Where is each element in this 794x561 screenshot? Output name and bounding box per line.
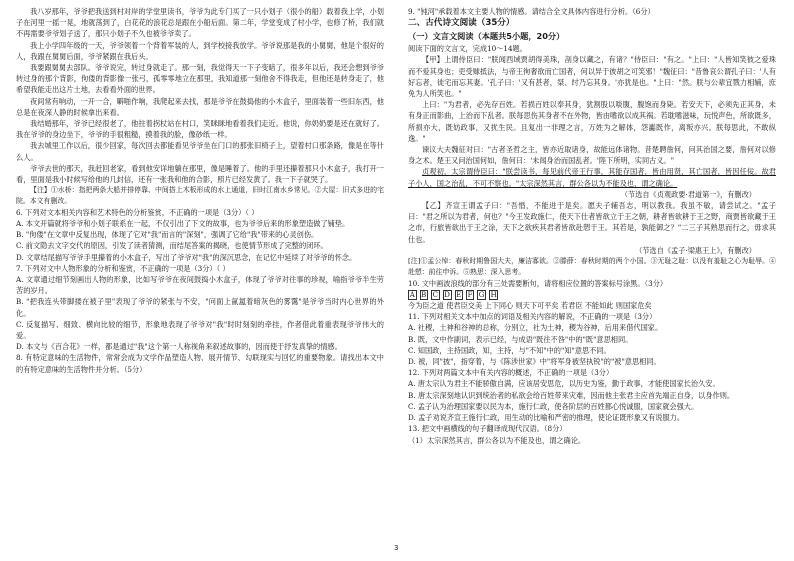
question-11: 11. 下列对相关文本中加点的词语及相关内容的解说，不正确的一项是（3分） [408,312,657,322]
answer-box-g[interactable]: G [478,290,485,299]
question-7-option-c: C. 反复描写、细致、横向比较的细节，形象地表现了爷爷对"我"时时刻刻的牵挂，作者借此着重表现爷爷伟大的爱。 [16,319,384,341]
question-6-option-d: D. 文章结尾描写爷爷手里攥着的小木盒子，写出了爷爷对"我"的深沉思念，在记忆中延续了对爷爷的怀念。 [16,252,357,262]
question-12-option-b: B. 唐太宗深刻地认识到统治者的私欲会给百姓带来灾难，因而他主张君主应首先端正自身，以身作则。 [408,390,735,400]
passage-b-source: （节选自《孟子·梁惠王上》，有删改） [635,245,756,255]
passage-a-paragraph-3: 谏议大夫魏征对曰："古者圣哲之主，皆亦近取诸身，故能远体诸物。昔楚聘詹何，问其治国之要，詹何对以修身之术。楚王又问治国何如，詹何曰：'未闻身治而国乱者。'陛下所明，实同古义。" [408,145,776,166]
question-6-option-a: A. 本文开篇就将爷爷和小划子联系在一起，不仅引出了下文的故事，也为爷爷后来的形象塑造做了铺垫。 [16,219,350,229]
question-10: 10. 文中画波浪线的部分有三处需要断句，请将相应位置的答案标号涂黑。（3分） [408,278,668,288]
question-6-option-c: C. 前文隐去文字交代的原因，引发了读者猜测，而结尾答案的揭晓，也使情节形成了完整的闭环。 [16,241,328,251]
left-column [16,6,384,546]
passage-b-note: [注]①孟公绰：春秋时期鲁国大夫，廉洁寡欲。②滕薛：春秋时期的两个小国。③无耻之耻：以没有羞耻之心为耻辱。④赴愬：前往申诉。⑤熟思：深入思考。 [408,257,776,276]
question-12-option-c: C. 孟子认为治理国家要以民为本，施行仁政，使各阶层的百姓都心悦诚服，国家就会强大。 [408,401,699,411]
question-13-item-1: （1）太宗深然其言，群公各以为不能及也，谓之确论。 [408,435,586,445]
question-12-option-a: A. 唐太宗认为君主不能骄傲自满，应该居安思危，以历史为鉴，勤于政事，才能使国家长治久安。 [408,379,720,389]
answer-box-h[interactable]: H [490,290,497,299]
passage-a-source: （节选自《贞观政要·君道第一》，有删改） [620,189,756,199]
question-6-option-b: B. "佝偻"在文章中反复出现，体现了它对"我"而言的"深刻"，强调了它给"我"带来的心灵创伤。 [16,230,319,240]
answer-box-d[interactable]: D [444,290,451,299]
story-footnote: 【注】①水桥：指把两条大船并排停靠、中间搭上木板形成的水上通道，旧时江南水乡常见。②大屋：旧式多进的宅院。本文有删改。 [16,186,384,206]
question-7-option-b: B. "把我连头带脚搂在被子里"表现了爷爷的紧张与不安，"问面上氤氲着暗灰色的雾霭"是爷爷当时内心世界的外化。 [16,297,384,318]
question-12: 12. 下列对两篇文本中有关内容的概述，不正确的一项是（3分） [408,368,614,378]
story-paragraph-4: 夜间常有响动，一开一合，噼啪作响，我爬起来去找，那是爷爷在鼓捣他的小木盒子，里面装着一些旧东西，他总是在夜深人静的时候拿出来看。 [16,96,384,117]
question-12-option-d: D. 孟子劝说齐宣王施行仁政，用生动的比喻和严密的推理，使论证既形象又有说服力。 [408,413,685,423]
section-heading-classical: 二、古代诗文阅读（35分） [408,18,515,29]
story-paragraph-2: 我上小学四年级的一天，爷爷领着一个背着军装的人，到学校接我放学。爷爷说那是我的小舅舅，他是个很好的人，我跟在舅舅后面，爷爷紧跟在我后头。 [16,40,384,61]
question-6: 6. 下列对文本相关内容和艺术特色的分析鉴赏，不正确的一项是（3分）（ ） [16,207,259,217]
question-11-option-c: C. 知国政，主持国政，知，主持，与"不知"中的"知"意思不同。 [408,345,611,355]
answer-box-c[interactable]: C [432,290,439,299]
right-column [408,6,776,546]
subsection-heading-wenyan: （一）文言文阅读（本题共5小题，20分） [408,31,565,42]
question-9: 9. "钝河"承载着本文主要人物的情感。请结合全文具体内容进行分析。（6分） [408,7,655,16]
story-paragraph-3: 我要跟舅舅去部队。爷爷说完，转过身就走了。那一刻，我觉得天一下子变暗了，很多年以后，我还会想到爷爷转过身的那个背影，佝偻的背影像一张弓，孤零零地立在那里，我知道那一刻他舍不得我走，但他还是转身走了，他希望我能走出这片土地，去看看外面的世界。 [16,63,384,95]
passage-a-paragraph-1: 【甲】上谓侍臣曰："朕闻西域贾胡得美珠，剖身以藏之，有诸？"侍臣曰："有之。"上曰："人皆知笑彼之爱珠而不爱其身也；吏受赇抵法，与帝王徇奢欲而亡国者，何以异于彼胡之可笑邪！"魏征曰："昔鲁哀公谓孔子曰：'人有好忘者，徙宅而忘其妻。'孔子曰：'又有甚者，桀、纣乃忘其身。'亦犹是也。"上曰："然。朕与公辈宜戮力相辅，庶免为人所笑也。" [408,55,776,99]
question-13: 13. 把文中画横线的句子翻译成现代汉语。（8分） [408,424,567,434]
story-paragraph-1: 我八岁那年，爷爷把我送到村对岸的学堂里读书，爷爷为此专门买了一只小划子（很小的船）载着我上学，小划子在河里一摇一晃，地就荡到了，白花花的浪花总是跟在小船后面。第二年，学堂变成了村小学，也修了桥，我们就不再需要爷爷划子送了，那只小划子不久也被爷爷卖了。 [16,7,384,39]
story-paragraph-5: 我结婚那年，爷爷已经很老了，他拄着拐杖站在村口，笑眯眯地看着我们走近。他说，你奶奶要是还在就好了。我在爷爷的身边坐下，爷爷的手很粗糙，摸着我的脸，像砂纸一样。 [16,119,384,140]
passage-a-paragraph-2: 上曰："为君者，必先存百姓。若损百姓以奉其身，犹割股以啖腹，腹饱而身毙。若安天下，必须先正其身，未有身正而影曲，上治而下乱者。朕每思伤其身者不在外物，皆由嗜欲以成其祸。若耽嗜滋味，玩悦声色，所欲既多，所损亦大，既妨政事，又扰生民。且复出一非理之言，万姓为之解体，怨讟既作，离叛亦兴。朕每思此，不敢纵逸。" [408,100,776,143]
question-10-text: 今为臣之道 使君臣交美 上下同心 则天下可平矣 若君臣 不能如此 则国家危矣 [408,301,652,311]
question-7-option-d: D. 本文与《百合花》一样，都是通过"我"这个第一人称视角来叙述故事的，因而使于抒发真挚的情感。 [16,342,342,352]
question-10-answer-boxes [408,289,776,300]
passage-b-paragraph: 【乙】齐宣王谓孟子曰："吾惛，不能进于是矣。愿夫子辅吾志，明以教我。我虽不敏，请尝试之。"孟子曰："君之所以为君者，何也？"今王发政施仁，使天下仕者皆欲立于王之朝，耕者皆欲耕于王之野，商贾皆欲藏于王之市，行旅皆欲出于王之涂，天下之欲疾其君者皆欲赴愬于王。其若是，孰能御之？"二三子其熟思而行之，毋求其仕也。 [408,201,776,244]
question-11-option-b: B. 既，文中作副词，表示已经，与成语"既往不咎"中的"既"意思相同。 [408,334,633,344]
answer-box-b[interactable]: B [421,290,427,299]
reading-instruction: 阅读下面的文言文，完成10～14题。 [408,44,527,54]
question-7: 7. 下列对文中人物形象的分析和鉴赏，不正确的一项是（3分）（ ） [16,263,230,273]
question-8: 8. 有特定意味的生活物件，常常会成为文学作品塑造人物、展开情节、勾联现实与回忆的重要物象。请找出本文中的有特定意味的生活物件并分析。（5分） [16,353,384,374]
answer-box-a[interactable]: A [409,290,416,299]
question-7-option-a: A. 文章通过细节刻画出人物的形象，比如写爷爷在夜间鼓捣小木盒子，体现了爷爷对往事的珍视，喻指爷爷半生劳苦的岁月。 [16,275,384,296]
passage-a-paragraph-4: 贞观初，太宗谓侍臣曰："朕尝读书，每见前代帝王行事，其能存国者，皆由用贤，其亡国者，皆因任佞。故君子小人，国之治乱，不可不察也。"太宗深然其言，群公各以为不能及也，谓之确论。 [408,167,776,188]
story-paragraph-7: 爷爷去世的那天，我赶回老家，看到他安详地躺在那里，像是睡着了。他的手里还攥着那只小木盒子，我打开一看，里面是我小时候写给他的几封信，还有一张我和他的合影，照片已经发黄了。我一下子就哭了。 [16,163,384,185]
question-11-option-d: D. 被，同"披"，指穿着，与《陈涉世家》中"将军身被坚执锐"的"被"意思相同。 [408,357,661,367]
answer-box-e[interactable]: E [456,290,462,299]
page-number: 3 [394,544,399,552]
story-paragraph-6: 我去城里工作以后，很少回家，每次回去都能看见爷爷坐在门口的那张旧椅子上，望着村口那条路，像是在等什么人。 [16,141,384,162]
answer-box-f[interactable]: F [467,290,473,299]
question-11-option-a: A. 社稷，土神和谷神的总称，分别立，社为土神，稷为谷神，后用来借代国家。 [408,323,663,333]
